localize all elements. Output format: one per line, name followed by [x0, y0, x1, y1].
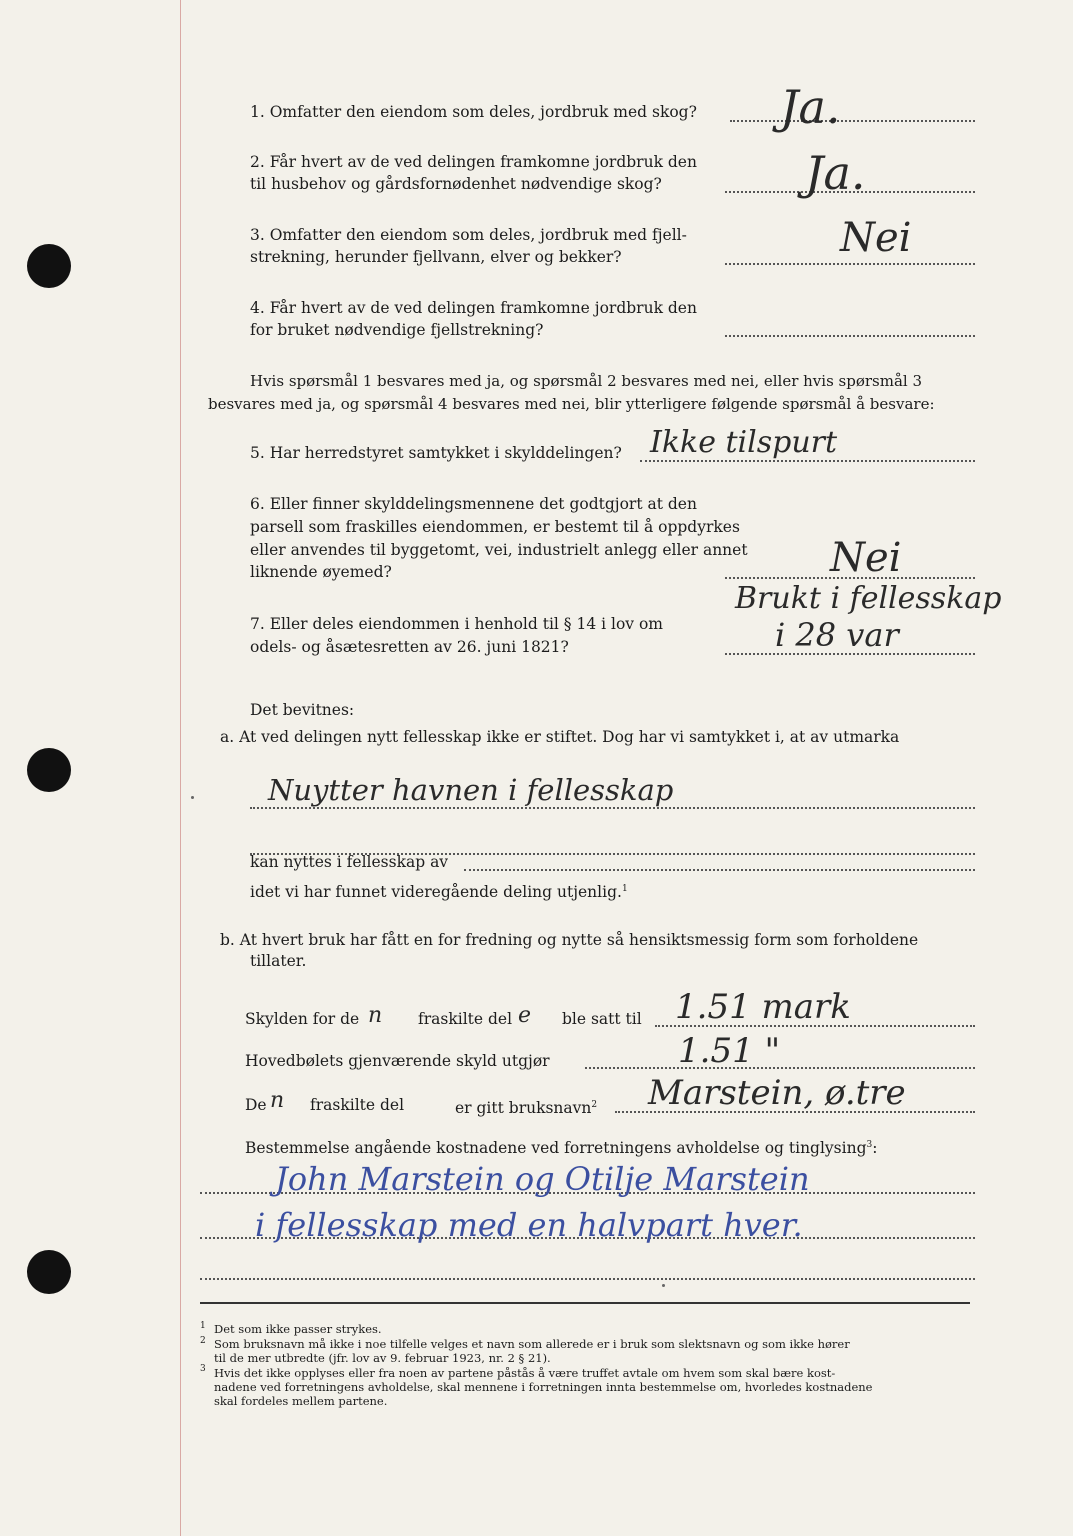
- cost-line-3: [200, 1278, 975, 1280]
- testimony-b-line-2: tillater.: [250, 952, 307, 970]
- question-3-line-2: strekning, herunder fjellvann, elver og bekker?: [250, 248, 622, 266]
- punch-hole-middle: [27, 748, 71, 792]
- footnote-3-line-3: skal fordeles mellem partene.: [214, 1394, 388, 1408]
- question-3-line-1: 3. Omfatter den eiendom som deles, jordbruk med fjell-: [250, 226, 687, 244]
- question-7-line-1: 7. Eller deles eiendommen i henhold til § 14 i lov om: [250, 615, 664, 633]
- answer-5-handwritten: Ikke tilspurt: [650, 425, 838, 460]
- question-4-line-1: 4. Får hvert av de ved delingen framkomne jordbruk den: [250, 299, 697, 317]
- footnote-3-number: 3: [200, 1364, 206, 1374]
- question-1: 1. Omfatter den eiendom som deles, jordbruk med skog?: [250, 103, 697, 121]
- paper-speck: [662, 1284, 665, 1287]
- testimony-a-handwritten: Nuytter havnen i fellesskap: [268, 773, 674, 807]
- condition-line-1: Hvis spørsmål 1 besvares med ja, og spørsmål 2 besvares med nei, eller hvis spørsmål 3: [250, 372, 923, 390]
- skyld-hand-2: e: [518, 1003, 532, 1028]
- answer-6-handwritten: Nei: [830, 535, 902, 581]
- skyld-label-1: Skylden for de: [245, 1010, 360, 1028]
- navn-value-handwritten: Marstein, ø.tre: [648, 1073, 906, 1113]
- testimony-b-line-1: b. At hvert bruk har fått en for fredning og nytte så hensiktsmessig form som forholdene: [220, 931, 919, 949]
- hoved-label: Hovedbølets gjenværende skyld utgjør: [245, 1052, 550, 1070]
- answer-1-handwritten: Ja.: [780, 80, 841, 134]
- answer-2-handwritten: Ja.: [805, 146, 866, 200]
- question-6-line-1: 6. Eller finner skylddelingsmennene det godtgjort at den: [250, 495, 697, 513]
- answer-line-3: [725, 263, 975, 265]
- answer-line-4: [725, 335, 975, 337]
- answer-line-5: [640, 460, 975, 462]
- navn-hand-1: n: [270, 1088, 285, 1113]
- navn-label-3: er gitt bruksnavn$^2$: [455, 1099, 598, 1118]
- hoved-value-handwritten: 1.51 ": [678, 1031, 781, 1071]
- answer-line-1: [730, 120, 975, 122]
- paper-speck: [191, 796, 194, 799]
- testimony-a-line-2: kan nyttes i fellesskap av: [250, 853, 449, 871]
- question-6-line-2: parsell som fraskilles eiendommen, er bestemt til å oppdyrkes: [250, 518, 740, 536]
- fill-line-a-3: [464, 869, 975, 871]
- footnote-3-line-1: Hvis det ikke opplyses eller fra noen av partene påstås å være truffet avtale om hvem som skal bære kost-: [214, 1366, 836, 1380]
- margin-line: [180, 0, 181, 1536]
- question-2-line-1: 2. Får hvert av de ved delingen framkomne jordbruk den: [250, 153, 697, 171]
- footnote-2-line-1: Som bruksnavn må ikke i noe tilfelle velges et navn som allerede er i bruk som slektsnavn og som ikke hører: [214, 1337, 850, 1351]
- question-7-line-2: odels- og åsætesretten av 26. juni 1821?: [250, 638, 569, 656]
- testimony-a-line-1: a. At ved delingen nytt fellesskap ikke er stiftet. Dog har vi samtykket i, at av utmarka: [220, 728, 900, 746]
- cost-handwritten-line-2: i fellesskap med en halvpart hver.: [255, 1206, 803, 1244]
- footnote-2-number: 2: [200, 1336, 206, 1346]
- footnote-rule: [200, 1302, 970, 1304]
- cost-label: Bestemmelse angående kostnadene ved forretningens avholdelse og tinglysing$^3$:: [245, 1139, 878, 1158]
- skyld-value-handwritten: 1.51 mark: [675, 987, 851, 1027]
- footnote-1-number: 1: [200, 1321, 206, 1331]
- question-5: 5. Har herredstyret samtykket i skylddelingen?: [250, 444, 622, 462]
- navn-label-1: De: [245, 1096, 267, 1114]
- testimony-a-line-3: idet vi har funnet videregående deling utjenlig.$^1$: [250, 883, 628, 902]
- answer-7-handwritten-line-1: Brukt i fellesskap: [735, 581, 1002, 616]
- question-2-line-2: til husbehov og gårdsfornødenhet nødvendige skog?: [250, 175, 662, 193]
- condition-line-2: besvares med ja, og spørsmål 4 besvares med nei, blir ytterligere følgende spørsmål å besvare:: [208, 395, 935, 413]
- footnote-1: Det som ikke passer strykes.: [214, 1322, 382, 1336]
- cost-handwritten-line-1: John Marstein og Otilje Marstein: [275, 1160, 810, 1198]
- question-6-line-4: liknende øyemed?: [250, 563, 392, 581]
- navn-label-2: fraskilte del: [310, 1096, 405, 1114]
- punch-hole-top: [27, 244, 71, 288]
- punch-hole-bottom: [27, 1250, 71, 1294]
- skyld-hand-1: n: [368, 1003, 383, 1028]
- skyld-label-2: fraskilte del: [418, 1010, 513, 1028]
- answer-7-handwritten-line-2: i 28 var: [775, 616, 899, 654]
- question-4-line-2: for bruket nødvendige fjellstrekning?: [250, 321, 544, 339]
- answer-3-handwritten: Nei: [840, 215, 912, 261]
- footnote-2-line-2: til de mer utbredte (jfr. lov av 9. februar 1923, nr. 2 § 21).: [214, 1351, 551, 1365]
- footnote-3-line-2: nadene ved forretningens avholdelse, skal mennene i forretningen innta bestemmelse om, hvorledes kostnadene: [214, 1380, 873, 1394]
- skyld-label-3: ble satt til: [562, 1010, 642, 1028]
- question-6-line-3: eller anvendes til byggetomt, vei, industrielt anlegg eller annet: [250, 541, 748, 559]
- fill-line-a-1: [250, 807, 975, 809]
- testimony-heading: Det bevitnes:: [250, 701, 355, 719]
